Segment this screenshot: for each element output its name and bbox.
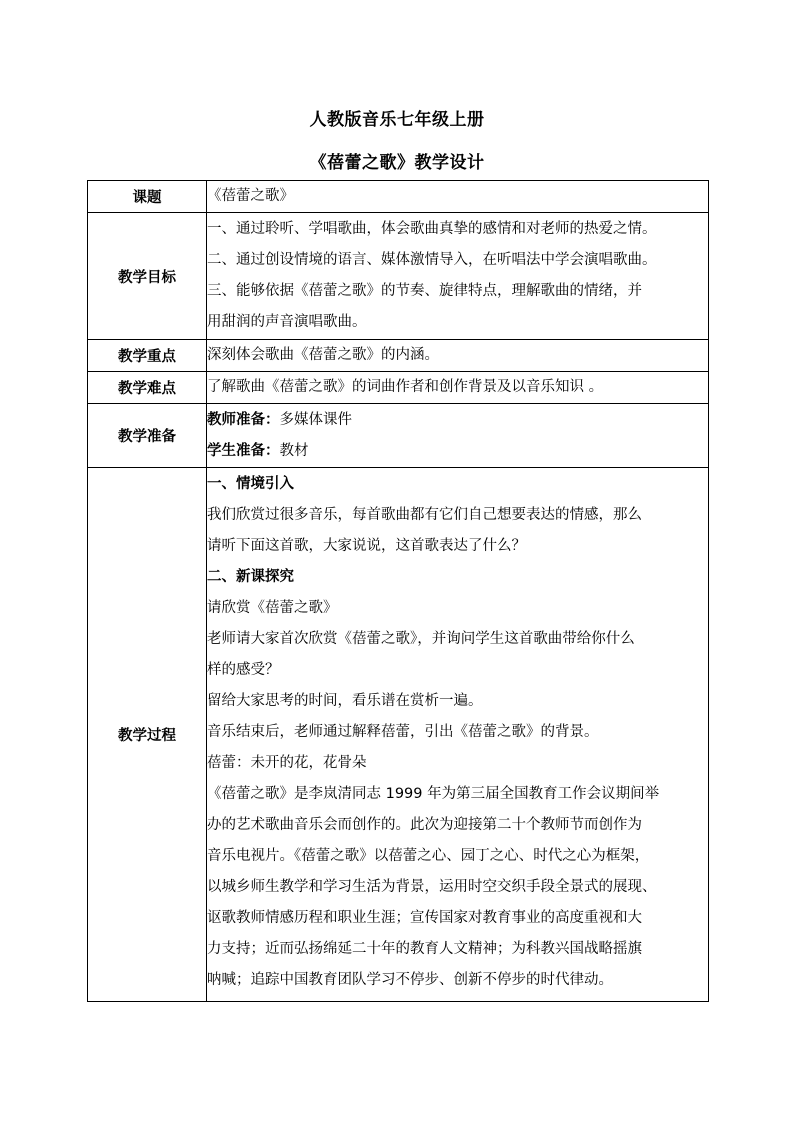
topic-label: 课题 [88, 181, 207, 213]
section-heading-new-lesson: 二、新课探究 [207, 569, 294, 585]
process-line: 讴歌教师情感历程和职业生涯；宣传国家对教育事业的高度重视和大 [207, 910, 642, 926]
difficulty-label: 教学难点 [88, 372, 207, 404]
table-row-difficulty [88, 372, 709, 404]
teacher-preparation [207, 405, 708, 436]
process-line: 力支持；近而弘扬绵延二十年的教育人文精神；为科教兴国战略摇旗 [207, 941, 642, 957]
preparation-content [207, 404, 709, 468]
process-line: 音乐电视片。《蓓蕾之歌》以蓓蕾之心、园丁之心、时代之心为框架， [207, 848, 650, 864]
process-line: 老师请大家首次欣赏《蓓蕾之歌》，并询问学生这首歌曲带给你什么 [207, 631, 635, 647]
table-row-preparation [88, 404, 709, 468]
section-heading-intro: 一、情境引入 [207, 476, 294, 492]
process-label: 教学过程 [88, 468, 207, 1002]
process-line: 呐喊；追踪中国教育团队学习不停步、创新不停步的时代律动。 [207, 972, 613, 988]
key-point-label: 教学重点 [88, 340, 207, 372]
document-subtitle: 《蓓蕾之歌》教学设计 [309, 153, 485, 173]
table-row-process [88, 468, 709, 1002]
process-line: 《蓓蕾之歌》是李岚清同志 1999 年为第三届全国教育工作会议期间举 [207, 786, 660, 802]
goals-content [207, 213, 709, 340]
goals-line: 二、通过创设情境的语言、媒体激情导入，在听唱法中学会演唱歌曲。 [207, 252, 657, 268]
lesson-plan-table [87, 180, 709, 1002]
student-preparation-value: 教材 [279, 442, 309, 459]
goals-line: 三、能够依据《蓓蕾之歌》的节奏、旋律特点，理解歌曲的情绪，并 [207, 283, 642, 299]
document-title: 人教版音乐七年级上册 [309, 110, 485, 130]
process-line: 样的感受？ [207, 662, 280, 678]
goals-line: 一、通过聆听、学唱歌曲，体会歌曲真挚的感情和对老师的热爱之情。 [207, 221, 657, 237]
process-content [207, 468, 709, 1002]
process-line: 我们欣赏过很多音乐，每首歌曲都有它们自己想要表达的情感，那么 [207, 507, 642, 523]
table-row-key-point [88, 340, 709, 372]
student-preparation-label: 学生准备： [207, 442, 280, 459]
goals-line: 用甜润的声音演唱歌曲。 [207, 314, 367, 330]
key-point-value: 深刻体会歌曲《蓓蕾之歌》的内涵。 [207, 340, 709, 372]
process-line: 留给大家思考的时间，看乐谱在赏析一遍。 [207, 693, 483, 709]
process-line: 办的艺术歌曲音乐会而创作的。此次为迎接第二十个教师节而创作为 [207, 817, 642, 833]
preparation-label: 教学准备 [88, 404, 207, 468]
process-line: 音乐结束后，老师通过解释蓓蕾，引出《蓓蕾之歌》的背景。 [207, 724, 599, 740]
process-line: 请听下面这首歌，大家说说，这首歌表达了什么？ [207, 538, 526, 554]
table-row-goals [88, 213, 709, 340]
process-line: 请欣赏《蓓蕾之歌》 [207, 600, 338, 616]
teacher-preparation-label: 教师准备： [207, 411, 280, 428]
process-line: 蓓蕾：未开的花，花骨朵 [207, 755, 367, 771]
table-row-topic [88, 181, 709, 213]
topic-value: 《蓓蕾之歌》 [207, 181, 709, 213]
goals-label: 教学目标 [88, 213, 207, 340]
process-line: 以城乡师生教学和学习生活为背景，运用时空交织手段全景式的展现、 [207, 879, 657, 895]
difficulty-value: 了解歌曲《蓓蕾之歌》的词曲作者和创作背景及以音乐知识 。 [207, 372, 709, 404]
teacher-preparation-value: 多媒体课件 [279, 411, 352, 428]
student-preparation [207, 436, 708, 467]
